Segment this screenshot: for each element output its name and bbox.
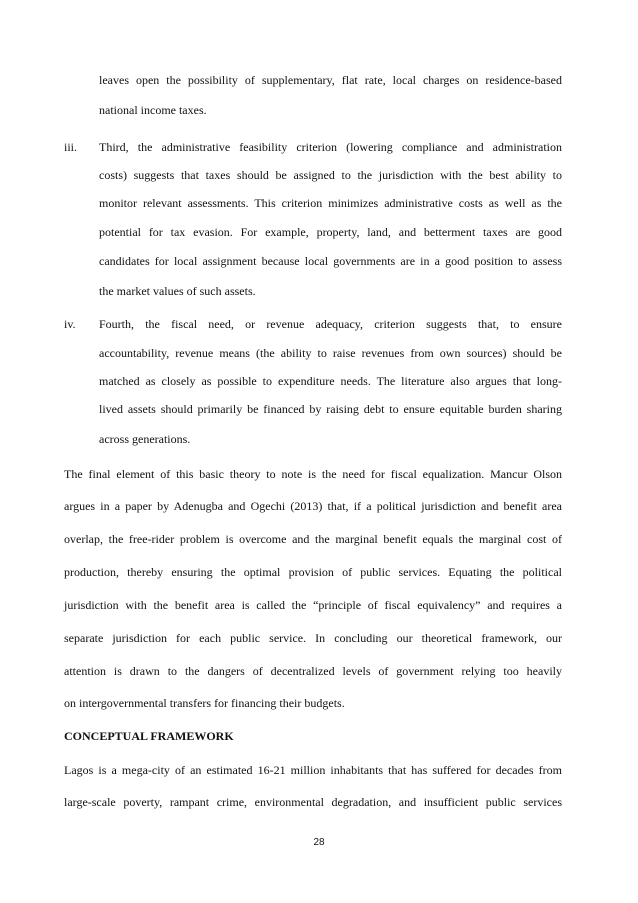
- text-line: the market values of such assets.: [99, 284, 256, 298]
- text-line: production, thereby ensuring the optimal provision of public services. Equating the political: [64, 565, 562, 579]
- list-marker-iii: iii.: [64, 140, 78, 154]
- list-marker-iv: iv.: [64, 317, 76, 331]
- text-line: across generations.: [99, 432, 191, 446]
- section-heading: CONCEPTUAL FRAMEWORK: [64, 729, 234, 743]
- text-line: Fourth, the fiscal need, or revenue adequacy, criterion suggests that, to ensure: [99, 317, 562, 331]
- page-number: 28: [313, 837, 325, 848]
- text-line: The final element of this basic theory to note is the need for fiscal equalization. Mancur Olson: [64, 467, 562, 481]
- text-line: separate jurisdiction for each public service. In concluding our theoretical framework, our: [64, 631, 562, 645]
- text-line: large-scale poverty, rampant crime, environmental degradation, and insufficient public services: [64, 795, 562, 809]
- text-line: Third, the administrative feasibility criterion (lowering compliance and administration: [99, 140, 562, 154]
- text-line: candidates for local assignment because local governments are in a good position to assess: [99, 254, 562, 268]
- text-line: on intergovernmental transfers for financing their budgets.: [64, 696, 345, 710]
- text-line: costs) suggests that taxes should be assigned to the jurisdiction with the best ability to: [99, 168, 562, 182]
- text-line: Lagos is a mega-city of an estimated 16-21 million inhabitants that has suffered for decades from: [64, 763, 562, 777]
- text-line: overlap, the free-rider problem is overcome and the marginal benefit equals the marginal cost of: [64, 532, 562, 546]
- text-line: argues in a paper by Adenugba and Ogechi (2013) that, if a political jurisdiction and benefit area: [64, 499, 562, 513]
- text-line: national income taxes.: [99, 103, 207, 117]
- text-line: matched as closely as possible to expenditure needs. The literature also argues that long-: [99, 374, 562, 388]
- text-line: accountability, revenue means (the ability to raise revenues from own sources) should be: [99, 346, 562, 360]
- text-line: potential for tax evasion. For example, property, land, and betterment taxes are good: [99, 225, 562, 239]
- text-line: jurisdiction with the benefit area is called the “principle of fiscal equivalency” and requires a: [64, 598, 562, 612]
- text-line: attention is drawn to the dangers of decentralized levels of government relying too heavily: [64, 664, 562, 678]
- text-line: leaves open the possibility of supplementary, flat rate, local charges on residence-based: [99, 73, 562, 87]
- text-line: lived assets should primarily be financed by raising debt to ensure equitable burden sharing: [99, 402, 562, 416]
- text-line: monitor relevant assessments. This criterion minimizes administrative costs as well as the: [99, 196, 562, 210]
